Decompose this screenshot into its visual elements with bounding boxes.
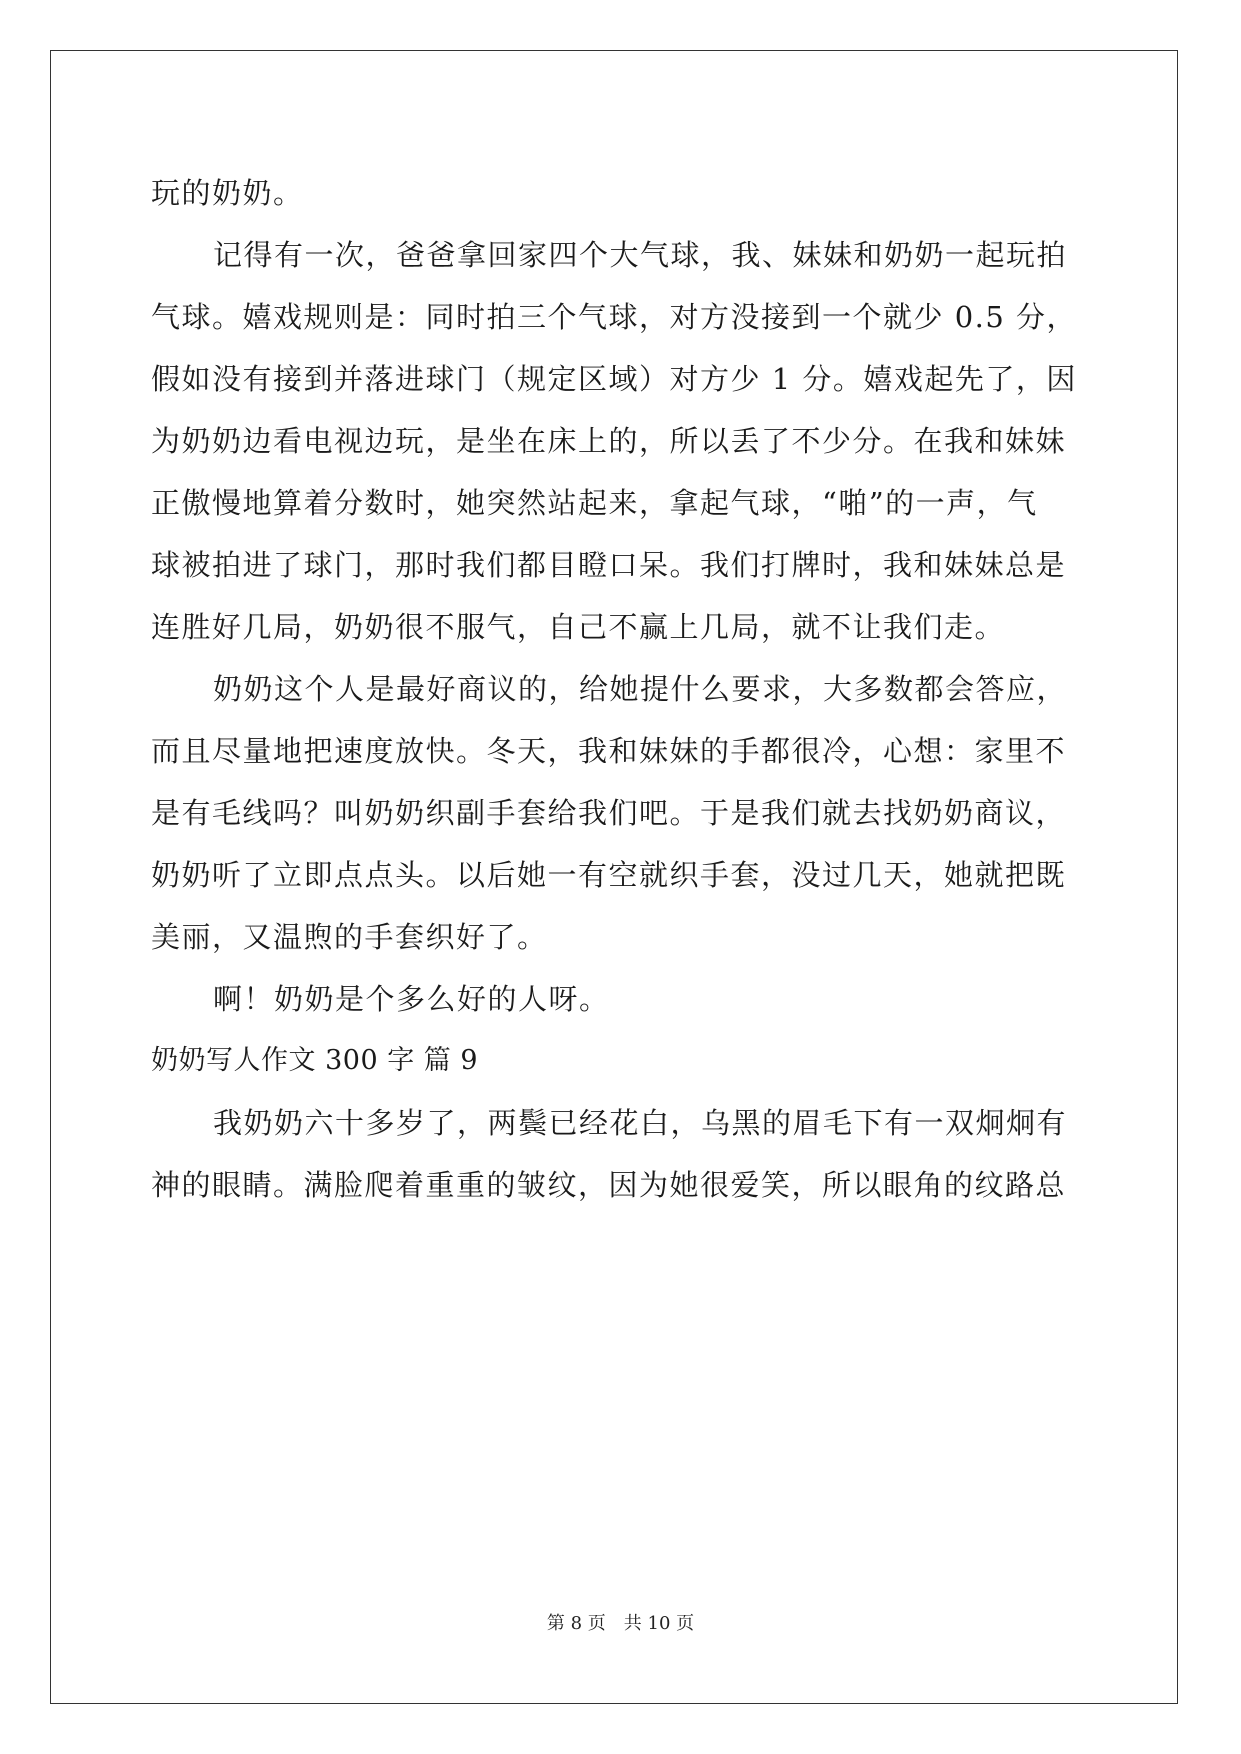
total-pages: 共 10 页 bbox=[623, 1613, 695, 1634]
text-line: 气球。嬉戏规则是：同时拍三个气球，对方没接到一个就少 0.5 分， bbox=[151, 300, 1078, 334]
page-number: 第 8 页 bbox=[546, 1613, 606, 1634]
document-body bbox=[151, 162, 1091, 1216]
page-footer bbox=[0, 1609, 1241, 1635]
paragraph-start-line: 记得有一次，爸爸拿回家四个大气球，我、妹妹和奶奶一起玩拍 bbox=[213, 238, 1068, 272]
text-line: 奶奶听了立即点点头。以后她一有空就织手套，没过几天，她就把既 bbox=[151, 858, 1067, 892]
text-line: 而且尽量地把速度放快。冬天，我和妹妹的手都很冷，心想：家里不 bbox=[151, 734, 1067, 768]
text-line: 假如没有接到并落进球门（规定区域）对方少 1 分。嬉戏起先了，因 bbox=[151, 362, 1077, 396]
text-line: 球被拍进了球门，那时我们都目瞪口呆。我们打牌时，我和妹妹总是 bbox=[151, 548, 1067, 582]
text-line: 正傲慢地算着分数时，她突然站起来，拿起气球，“啪”的一声，气 bbox=[151, 486, 1038, 520]
text-line: 是有毛线吗？叫奶奶织副手套给我们吧。于是我们就去找奶奶商议， bbox=[151, 796, 1067, 830]
text-line: 玩的奶奶。 bbox=[151, 176, 304, 210]
text-line: 美丽，又温煦的手套织好了。 bbox=[151, 920, 548, 954]
text-line: 连胜好几局，奶奶很不服气，自己不赢上几局，就不让我们走。 bbox=[151, 610, 1006, 644]
section-heading: 奶奶写人作文 300 字 篇 9 bbox=[151, 1045, 479, 1076]
paragraph-start-line: 我奶奶六十多岁了，两鬓已经花白，乌黑的眉毛下有一双炯炯有 bbox=[213, 1106, 1068, 1140]
text-line: 神的眼睛。满脸爬着重重的皱纹，因为她很爱笑，所以眼角的纹路总 bbox=[151, 1168, 1067, 1202]
paragraph-start-line: 啊！奶奶是个多么好的人呀。 bbox=[213, 982, 610, 1016]
text-line: 为奶奶边看电视边玩，是坐在床上的，所以丢了不少分。在我和妹妹 bbox=[151, 424, 1067, 458]
paragraph-start-line: 奶奶这个人是最好商议的，给她提什么要求，大多数都会答应， bbox=[213, 672, 1068, 706]
